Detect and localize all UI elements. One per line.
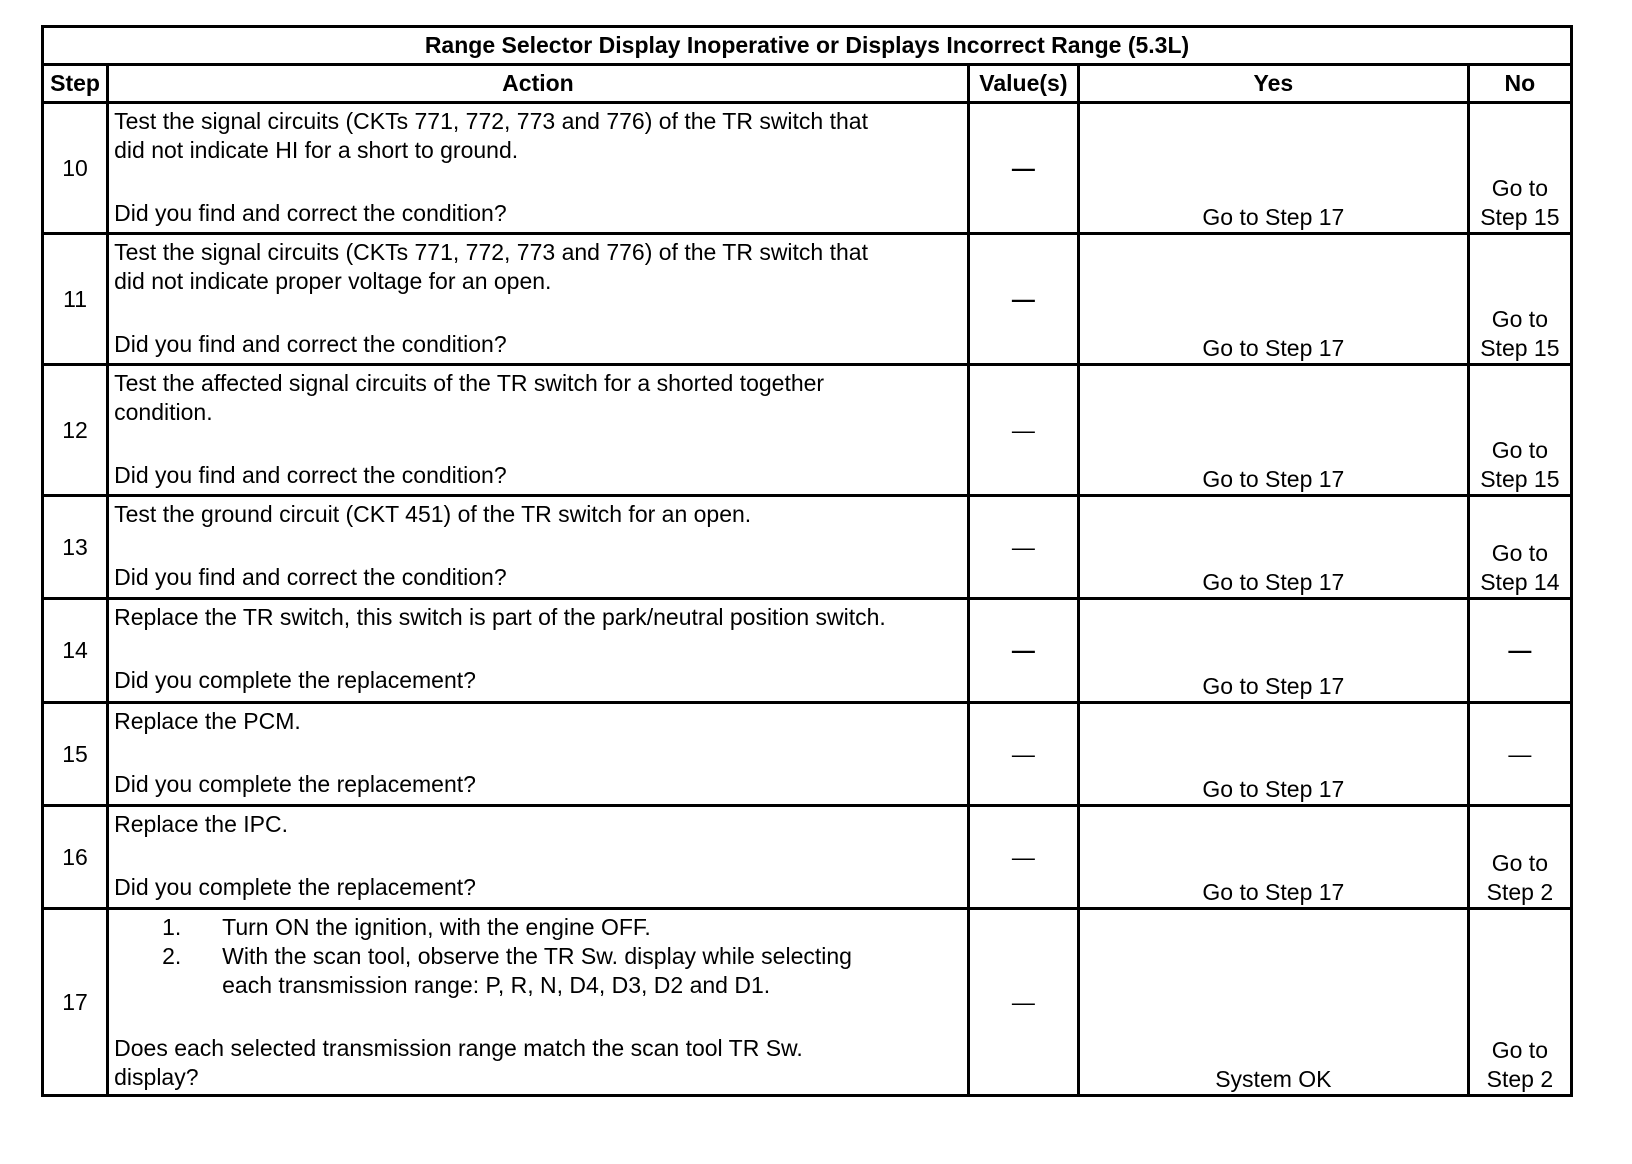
diagnostic-table	[41, 25, 1573, 1097]
no-link[interactable]	[1468, 234, 1571, 365]
value-cell: —	[968, 703, 1078, 806]
action-text: Test the signal circuits (CKTs 771, 772, 773 and 776) of the TR switch that	[114, 108, 868, 134]
no-text: Step 2	[1486, 879, 1554, 905]
no-text: Go to	[1491, 437, 1548, 463]
action-text: Test the ground circuit (CKT 451) of the TR switch for an open.	[114, 501, 752, 527]
step-number: 17	[43, 909, 108, 1096]
header-action: Action	[108, 65, 969, 103]
no-text: Step 14	[1480, 569, 1560, 595]
table-row	[43, 703, 1572, 806]
header-yes: Yes	[1079, 65, 1469, 103]
no-text: Go to	[1491, 306, 1548, 332]
step-number: 10	[43, 103, 108, 234]
question-text: Did you find and correct the condition?	[114, 462, 507, 488]
no-text: Go to	[1491, 175, 1548, 201]
question-text: Did you complete the replacement?	[114, 874, 476, 900]
no-link[interactable]	[1468, 909, 1571, 1096]
table-row	[43, 234, 1572, 365]
table-row	[43, 599, 1572, 703]
action-cell	[108, 234, 969, 365]
yes-link[interactable]: Go to Step 17	[1079, 599, 1469, 703]
action-cell	[108, 496, 969, 599]
table-row	[43, 806, 1572, 909]
question-text: Did you find and correct the condition?	[114, 200, 507, 226]
action-cell	[108, 103, 969, 234]
table-title: Range Selector Display Inoperative or Displays Incorrect Range (5.3L)	[43, 27, 1572, 65]
action-text: did not indicate proper voltage for an open.	[114, 268, 552, 294]
step-number: 11	[43, 234, 108, 365]
table-row	[43, 496, 1572, 599]
step-number: 15	[43, 703, 108, 806]
action-cell	[108, 806, 969, 909]
no-value: —	[1468, 703, 1571, 806]
no-link[interactable]	[1468, 806, 1571, 909]
header-step: Step	[43, 65, 108, 103]
no-text: Step 2	[1486, 1066, 1554, 1092]
list-item	[162, 942, 962, 1000]
no-text: Step 15	[1480, 466, 1560, 492]
list-number: 1.	[162, 914, 182, 940]
action-text: condition.	[114, 399, 213, 425]
list-text: each transmission range: P, R, N, D4, D3, D2 and D1.	[222, 972, 771, 998]
table-row	[43, 103, 1572, 234]
list-item	[162, 913, 962, 942]
yes-link[interactable]: Go to Step 17	[1079, 103, 1469, 234]
value-cell: —	[968, 496, 1078, 599]
no-text: Go to	[1491, 1037, 1548, 1063]
step-number: 14	[43, 599, 108, 703]
action-text: Replace the TR switch, this switch is part of the park/neutral position switch.	[114, 604, 886, 630]
no-link[interactable]	[1468, 103, 1571, 234]
no-link[interactable]	[1468, 365, 1571, 496]
no-value: —	[1468, 599, 1571, 703]
list-text: With the scan tool, observe the TR Sw. display while selecting	[222, 943, 852, 969]
yes-link[interactable]: Go to Step 17	[1079, 806, 1469, 909]
value-cell: —	[968, 909, 1078, 1096]
table-row	[43, 365, 1572, 496]
header-row	[43, 65, 1572, 103]
value-cell: —	[968, 365, 1078, 496]
no-text: Go to	[1491, 540, 1548, 566]
procedure-list	[114, 913, 962, 1000]
action-text: Test the affected signal circuits of the TR switch for a shorted together	[114, 370, 825, 396]
question-text: Did you complete the replacement?	[114, 667, 476, 693]
question-text: display?	[114, 1064, 199, 1090]
no-text: Step 15	[1480, 335, 1560, 361]
value-cell: —	[968, 599, 1078, 703]
yes-link[interactable]: Go to Step 17	[1079, 703, 1469, 806]
yes-link[interactable]: Go to Step 17	[1079, 234, 1469, 365]
action-text: Replace the IPC.	[114, 811, 288, 837]
yes-link[interactable]: Go to Step 17	[1079, 365, 1469, 496]
header-no: No	[1468, 65, 1571, 103]
action-cell	[108, 909, 969, 1096]
list-text: Turn ON the ignition, with the engine OFF.	[222, 914, 651, 940]
no-text: Go to	[1491, 850, 1548, 876]
question-text: Did you find and correct the condition?	[114, 331, 507, 357]
value-cell: —	[968, 103, 1078, 234]
no-link[interactable]	[1468, 496, 1571, 599]
question-text: Does each selected transmission range match the scan tool TR Sw.	[114, 1035, 803, 1061]
table-row	[43, 909, 1572, 1096]
list-number: 2.	[162, 943, 182, 969]
value-cell: —	[968, 234, 1078, 365]
action-text: Test the signal circuits (CKTs 771, 772, 773 and 776) of the TR switch that	[114, 239, 868, 265]
header-values: Value(s)	[968, 65, 1078, 103]
question-text: Did you find and correct the condition?	[114, 564, 507, 590]
step-number: 16	[43, 806, 108, 909]
step-number: 12	[43, 365, 108, 496]
value-cell: —	[968, 806, 1078, 909]
action-cell	[108, 703, 969, 806]
action-cell	[108, 599, 969, 703]
question-text: Did you complete the replacement?	[114, 771, 476, 797]
action-cell	[108, 365, 969, 496]
action-text: did not indicate HI for a short to ground.	[114, 137, 519, 163]
no-text: Step 15	[1480, 204, 1560, 230]
yes-result: System OK	[1079, 909, 1469, 1096]
yes-link[interactable]: Go to Step 17	[1079, 496, 1469, 599]
step-number: 13	[43, 496, 108, 599]
action-text: Replace the PCM.	[114, 708, 301, 734]
